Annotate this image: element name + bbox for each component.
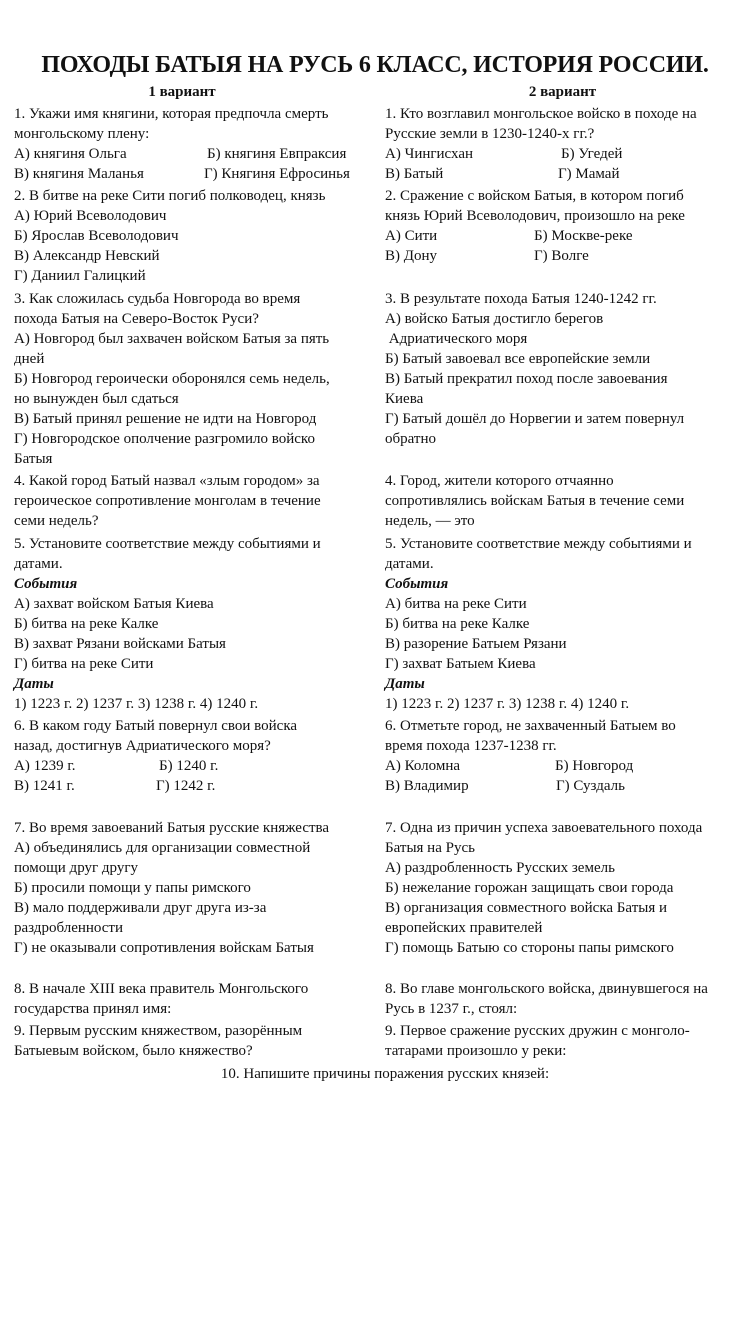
dates-list: 1) 1223 г. 2) 1237 г. 3) 1238 г. 4) 1240 г. (385, 696, 630, 712)
question-text: 4. Какой город Батый назвал «злым городом» за (14, 473, 320, 489)
answer-option: Б) 1240 г. (159, 758, 219, 774)
question-1 (385, 104, 750, 184)
question-text: 7. Во время завоеваний Батыя русские княжества (14, 820, 330, 836)
answer-option: Б) Новгород (555, 758, 634, 774)
question-text: Русь в 1237 г., стоял: (385, 1001, 518, 1017)
variant-1-column (14, 80, 380, 1059)
question-text: датами. (385, 556, 434, 572)
answer-option: В) организация совместного войска Батыя и (385, 900, 668, 916)
event-item: Г) битва на реке Сити (14, 656, 154, 672)
answer-option: Г) Княгиня Ефросинья (204, 166, 350, 182)
answer-option: Б) княгиня Евпраксия (207, 146, 347, 162)
question-6 (14, 716, 380, 796)
answer-option: В) княгиня Маланья (14, 166, 144, 182)
answer-option: Б) Батый завоевал все европейские земли (385, 351, 651, 367)
question-text: недель, — это (385, 513, 475, 529)
answer-option: Адриатического моря (385, 331, 528, 347)
answer-option: Г) помощь Батыю со стороны папы римского (385, 940, 674, 956)
question-text: 6. Отметьте город, не захваченный Батыем во (385, 718, 676, 734)
answer-option: Г) не оказывали сопротивления войскам Батыя (14, 940, 314, 956)
answer-option: но вынужден был сдаться (14, 391, 179, 407)
answer-option: А) объединялись для организации совместной (14, 840, 311, 856)
event-item: В) разорение Батыем Рязани (385, 636, 567, 652)
question-text: 2. Сражение с войском Батыя, в котором погиб (385, 188, 684, 204)
answer-option: А) 1239 г. (14, 758, 76, 774)
question-text: назад, достигнув Адриатического моря? (14, 738, 271, 754)
answer-option: В) мало поддерживали друг друга из-за (14, 900, 267, 916)
answer-option: А) войско Батыя достигло берегов (385, 311, 604, 327)
answer-option: Г) Мамай (558, 166, 620, 182)
question-4 (14, 471, 380, 531)
question-5 (385, 534, 750, 714)
question-6 (385, 716, 750, 796)
answer-option: А) Чингисхан (385, 146, 474, 162)
question-text: время похода 1237-1238 гг. (385, 738, 557, 754)
question-text: Батыевым войском, было княжество? (14, 1043, 253, 1059)
event-item: А) битва на реке Сити (385, 596, 527, 612)
answer-option: А) Юрий Всеволодович (14, 208, 167, 224)
answer-option: помощи друг другу (14, 860, 138, 876)
answer-option: Г) 1242 г. (156, 778, 216, 794)
question-text: 5. Установите соответствие между событиями и (14, 536, 321, 552)
answer-option: Г) Батый дошёл до Норвегии и затем повернул (385, 411, 685, 427)
question-10: 10. Напишите причины поражения русских князей: (220, 1066, 550, 1082)
variant-2-column (385, 80, 750, 1059)
question-8 (14, 979, 380, 1019)
question-text: семи недель? (14, 513, 99, 529)
question-7 (385, 818, 750, 958)
question-text: 1. Кто возглавил монгольское войско в походе на (385, 106, 697, 122)
answer-option: обратно (385, 431, 436, 447)
question-1 (14, 104, 380, 184)
question-text: 2. В битве на реке Сити погиб полководец, князь (14, 188, 326, 204)
answer-option: А) раздробленность Русских земель (385, 860, 615, 876)
question-text: 4. Город, жители которого отчаянно (385, 473, 614, 489)
answer-option: Б) Москве-реке (534, 228, 633, 244)
events-subheading: События (385, 576, 449, 592)
event-item: Г) захват Батыем Киева (385, 656, 536, 672)
event-item: В) захват Рязани войсками Батыя (14, 636, 226, 652)
question-text: героическое сопротивление монголам в течение (14, 493, 321, 509)
answer-option: раздробленности (14, 920, 124, 936)
question-text: похода Батыя на Северо-Восток Руси? (14, 311, 259, 327)
question-3 (14, 289, 380, 469)
variant-1-heading: 1 вариант (148, 84, 216, 100)
answer-option: А) Сити (385, 228, 438, 244)
answer-option: европейских правителей (385, 920, 543, 936)
answer-option: А) княгиня Ольга (14, 146, 127, 162)
answer-option: В) Дону (385, 248, 438, 264)
question-3 (385, 289, 750, 449)
answer-option: В) Батый (385, 166, 444, 182)
answer-option: В) Александр Невский (14, 248, 160, 264)
answer-option: В) 1241 г. (14, 778, 75, 794)
event-item: Б) битва на реке Калке (385, 616, 530, 632)
question-2 (385, 186, 750, 266)
event-item: А) захват войском Батыя Киева (14, 596, 214, 612)
answer-option: Б) просили помощи у папы римского (14, 880, 251, 896)
answer-option: Б) Ярослав Всеволодович (14, 228, 179, 244)
question-text: князь Юрий Всеволодович, произошло на реке (385, 208, 685, 224)
page-title: ПОХОДЫ БАТЫЯ НА РУСЬ 6 КЛАСС, ИСТОРИЯ РОССИИ. (41, 52, 709, 78)
question-5 (14, 534, 380, 714)
question-text: Батыя на Русь (385, 840, 475, 856)
question-9 (385, 1021, 750, 1061)
question-text: 5. Установите соответствие между событиями и (385, 536, 692, 552)
question-text: монгольскому плену: (14, 126, 150, 142)
question-text: датами. (14, 556, 63, 572)
answer-option: Батыя (14, 451, 53, 467)
events-subheading: События (14, 576, 78, 592)
question-text: 9. Первое сражение русских дружин с монголо- (385, 1023, 690, 1039)
answer-option: Г) Суздаль (556, 778, 625, 794)
event-item: Б) битва на реке Калке (14, 616, 159, 632)
variant-2-heading: 2 вариант (528, 84, 597, 100)
question-text: татарами произошло у реки: (385, 1043, 567, 1059)
answer-option: В) Владимир (385, 778, 469, 794)
answer-option: Г) Новгородское ополчение разгромило войско (14, 431, 315, 447)
dates-subheading: Даты (385, 676, 425, 692)
question-text: 9. Первым русским княжеством, разорённым (14, 1023, 303, 1039)
question-2 (14, 186, 380, 286)
answer-option: А) Новгород был захвачен войском Батыя за пять (14, 331, 330, 347)
question-text: 6. В каком году Батый повернул свои войска (14, 718, 298, 734)
answer-option: Г) Волге (534, 248, 589, 264)
question-text: 7. Одна из причин успеха завоевательного похода (385, 820, 703, 836)
question-text: 3. В результате похода Батыя 1240-1242 гг. (385, 291, 657, 307)
answer-option: В) Батый прекратил поход после завоевания (385, 371, 668, 387)
dates-list: 1) 1223 г. 2) 1237 г. 3) 1238 г. 4) 1240 г. (14, 696, 259, 712)
question-9 (14, 1021, 380, 1061)
dates-subheading: Даты (14, 676, 54, 692)
question-7 (14, 818, 380, 958)
answer-option: Б) нежелание горожан защищать свои города (385, 880, 674, 896)
question-text: Русские земли в 1230-1240-х гг.? (385, 126, 595, 142)
question-text: 8. Во главе монгольского войска, двинувшегося на (385, 981, 708, 997)
question-text: 8. В начале XIII века правитель Монгольского (14, 981, 309, 997)
question-text: сопротивлялись войскам Батыя в течение семи (385, 493, 685, 509)
answer-option: Г) Даниил Галицкий (14, 268, 146, 284)
answer-option: Б) Угедей (561, 146, 623, 162)
question-text: государства принял имя: (14, 1001, 172, 1017)
question-text: 1. Укажи имя княгини, которая предпочла смерть (14, 106, 329, 122)
answer-option: А) Коломна (385, 758, 461, 774)
question-8 (385, 979, 750, 1019)
answer-option: дней (14, 351, 45, 367)
question-text: 3. Как сложилась судьба Новгорода во время (14, 291, 301, 307)
answer-option: В) Батый принял решение не идти на Новгород (14, 411, 317, 427)
answer-option: Киева (385, 391, 424, 407)
answer-option: Б) Новгород героически оборонялся семь недель, (14, 371, 330, 387)
question-4 (385, 471, 750, 531)
